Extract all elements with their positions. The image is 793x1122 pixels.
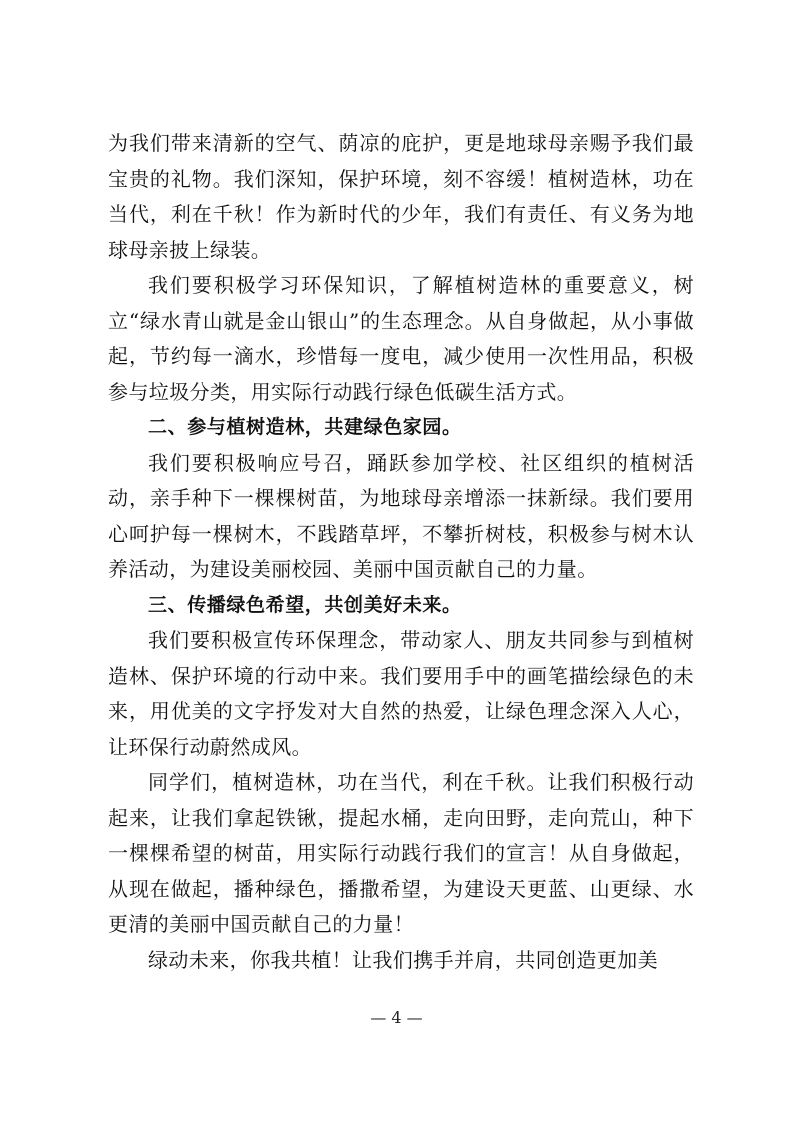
body-paragraph: 绿动未来，你我共植！让我们携手并肩，共同创造更加美 xyxy=(148,947,658,972)
section-heading: 二、参与植树造林，共建绿色家园。 xyxy=(148,416,462,438)
body-paragraph: 我们要积极学习环保知识，了解植树造林的重要意义，树立“绿水青山就是金山银山”的生态理念。从自身做起，从小事做起，节约每一滴水，珍惜每一度电，减少使用一次性用品，积极参与垃圾分类，用实际行动践行绿色低碳生活方式。 xyxy=(108,273,694,404)
body-paragraph: 我们要积极宣传环保理念，带动家人、朋友共同参与到植树造林、保护环境的行动中来。我们要用手中的画笔描绘绿色的未来，用优美的文字抒发对大自然的热爱，让绿色理念深入人心，让环保行动蔚然成风。 xyxy=(108,628,694,759)
section-heading: 三、传播绿色希望，共创美好未来。 xyxy=(148,593,462,616)
page-number: — 4 — xyxy=(370,1008,423,1027)
body-paragraph: 我们要积极响应号召，踊跃参加学校、社区组织的植树活动，亲手种下一棵棵树苗，为地球母亲增添一抹新绿。我们要用心呵护每一棵树木，不践踏草坪，不攀折树枝，积极参与树木认养活动，为建设美丽校园、美丽中国贡献自己的力量。 xyxy=(108,450,694,581)
body-paragraph: 同学们，植树造林，功在当代，利在千秋。让我们积极行动起来，让我们拿起铁锹，提起水桶，走向田野，走向荒山，种下一棵棵希望的树苗，用实际行动践行我们的宣言！从自身做起，从现在做起，播种绿色，播撒希望，为建设天更蓝、山更绿、水更清的美丽中国贡献自己的力量！ xyxy=(108,770,694,936)
document-body xyxy=(108,126,694,978)
body-paragraph: 为我们带来清新的空气、荫凉的庇护，更是地球母亲赐予我们最宝贵的礼物。我们深知，保护环境，刻不容缓！植树造林，功在当代，利在千秋！作为新时代的少年，我们有责任、有义务为地球母亲披上绿装。 xyxy=(108,131,694,262)
